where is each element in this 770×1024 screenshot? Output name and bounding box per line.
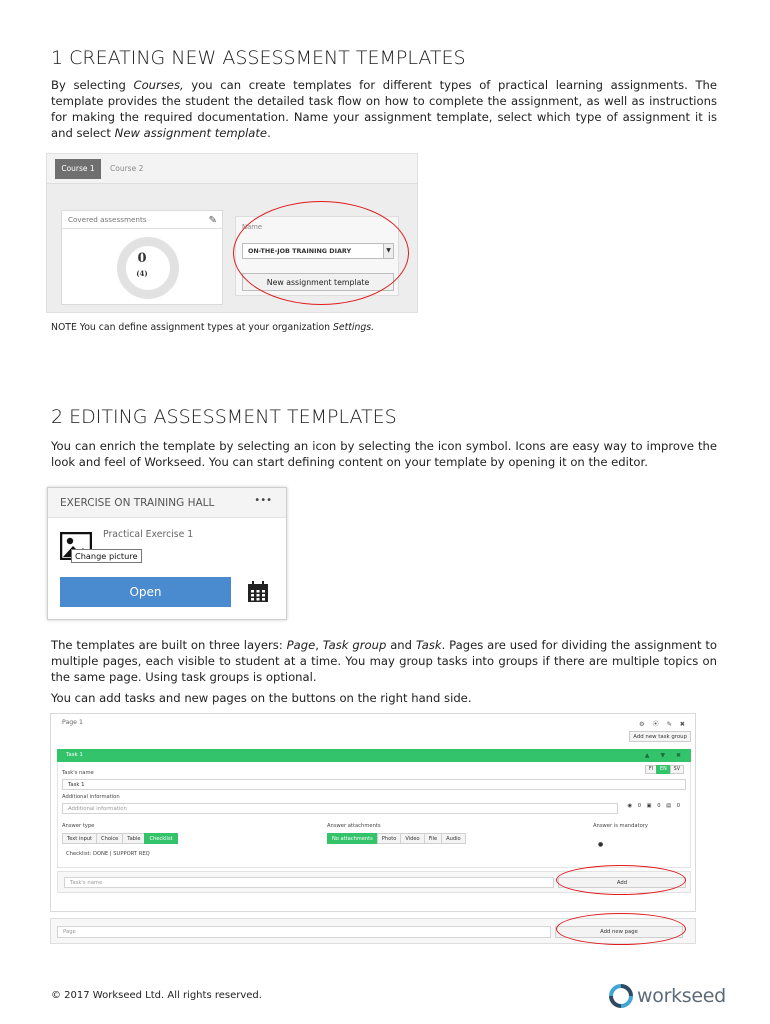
annotation-circle (233, 201, 409, 305)
answer-type-table[interactable]: Table (122, 833, 145, 844)
answer-type-selector (63, 833, 178, 844)
attachment-buttons[interactable]: ◉ 0 ▣ 0 ▤ 0 (627, 803, 680, 809)
mandatory-info-icon[interactable]: ● (598, 841, 604, 848)
language-switch (646, 765, 684, 774)
task-name-input[interactable]: Task 1 (62, 779, 686, 790)
section2-heading: 2 EDITING ASSESSMENT TEMPLATES (51, 406, 397, 428)
section2-paragraph-3: You can add tasks and new pages on the buttons on the right hand side. (51, 691, 472, 705)
annotation-circle-add (556, 865, 686, 895)
lang-fi[interactable]: FI (645, 765, 657, 774)
additional-info-label: Additional information (62, 794, 120, 800)
attachment-file[interactable]: File (424, 833, 443, 844)
lang-en[interactable]: EN (656, 765, 671, 774)
additional-info-input[interactable]: Additional information (62, 803, 618, 814)
courses-screenshot (46, 153, 418, 313)
copyright: © 2017 Workseed Ltd. All rights reserved. (51, 990, 262, 1001)
checklist-options: Checklist: DONE | SUPPORT REQ (66, 851, 150, 857)
task-group-header (57, 749, 691, 762)
section2-paragraph-2: The templates are built on three layers: Page, Task group and Task. Pages are used for dividing the assignment to multiple pages, each visible to student at a time. You may group tasks into groups if there are multiple topics on the same page. Using task groups is optional. (51, 638, 718, 684)
card-title: EXERCISE ON TRAINING HALL (48, 488, 286, 518)
attachment-none[interactable]: No attachments (327, 833, 378, 844)
workseed-logo-text: workseed (637, 985, 726, 1007)
change-picture-tooltip[interactable]: Change picture (71, 549, 142, 563)
attachment-photo[interactable]: Photo (377, 833, 402, 844)
name-label: Name (242, 223, 263, 231)
exercise-name: Practical Exercise 1 (103, 529, 194, 540)
answer-attachments-selector (328, 833, 466, 844)
new-page-input[interactable]: Page (57, 926, 551, 938)
task-group-icons[interactable]: ▲ ▼ ✖ (644, 752, 681, 759)
more-menu-icon[interactable]: ••• (254, 495, 272, 506)
course-tab-bar (47, 154, 417, 184)
mandatory-label: Answer is mandatory (593, 823, 648, 829)
workseed-logo (609, 983, 726, 1009)
open-button[interactable]: Open (60, 577, 231, 607)
tab-course-2[interactable]: Course 2 (110, 164, 144, 173)
task-group-title: Task 1 (66, 752, 83, 758)
settings-note: NOTE You can define assignment types at your organization Settings. (51, 322, 375, 333)
covered-count: 0 (137, 251, 147, 266)
donut-chart (117, 237, 179, 299)
attachment-audio[interactable]: Audio (441, 833, 465, 844)
answer-type-label: Answer type (62, 823, 95, 829)
template-card-screenshot (47, 487, 287, 620)
chevron-down-icon[interactable]: ▼ (383, 244, 393, 258)
new-assignment-template-button[interactable]: New assignment template (242, 273, 394, 291)
add-task-group-button[interactable]: Add new task group (629, 731, 691, 742)
task-name-label: Task's name (62, 770, 94, 776)
calendar-icon[interactable] (247, 581, 269, 603)
answer-type-choice[interactable]: Choice (96, 833, 123, 844)
section2-paragraph-1: You can enrich the template by selecting an icon by selecting the icon symbol. Icons are easy way to improve the look and feel of Workseed. You can start defining content on your template by opening it on the editor. (51, 439, 717, 469)
tab-course-1[interactable]: Course 1 (55, 159, 101, 179)
lang-sv[interactable]: SV (670, 765, 684, 774)
assignment-type-select[interactable]: ON-THE-JOB TRAINING DIARY ▼ (242, 243, 394, 259)
new-task-name-input[interactable]: Task's name (64, 877, 554, 888)
attachment-video[interactable]: Video (400, 833, 424, 844)
page-title: Page 1 (62, 719, 83, 726)
task-editor (57, 762, 691, 868)
edit-icon[interactable]: ✎ (208, 215, 217, 226)
editor-screenshot (50, 713, 696, 912)
add-new-page-button[interactable]: Add new page (555, 926, 683, 938)
covered-assessments-panel (61, 210, 223, 305)
answer-attachments-label: Answer attachments (327, 823, 381, 829)
answer-type-checklist[interactable]: Checklist (144, 833, 177, 844)
section1-heading: 1 CREATING NEW ASSESSMENT TEMPLATES (51, 47, 466, 69)
annotation-circle-new-page (556, 913, 686, 945)
answer-type-text[interactable]: Text input (62, 833, 97, 844)
workseed-logo-icon (609, 984, 633, 1008)
add-task-button[interactable]: Add (558, 877, 686, 888)
total-count: (4) (136, 269, 148, 278)
page-toolbar-icons[interactable]: ⚙ ⦿ ✎ ✖ (638, 721, 685, 728)
section1-paragraph: By selecting Courses, you can create templates for different types of practical learning assignments. The template provides the student the detailed task flow on how to complete the assignment, as well as instructions for making the required documentation. Name your assignment template, select which type of assignment it is and select New assignment template. (51, 78, 718, 140)
covered-assessments-header: Covered assessments ✎ (62, 211, 222, 229)
